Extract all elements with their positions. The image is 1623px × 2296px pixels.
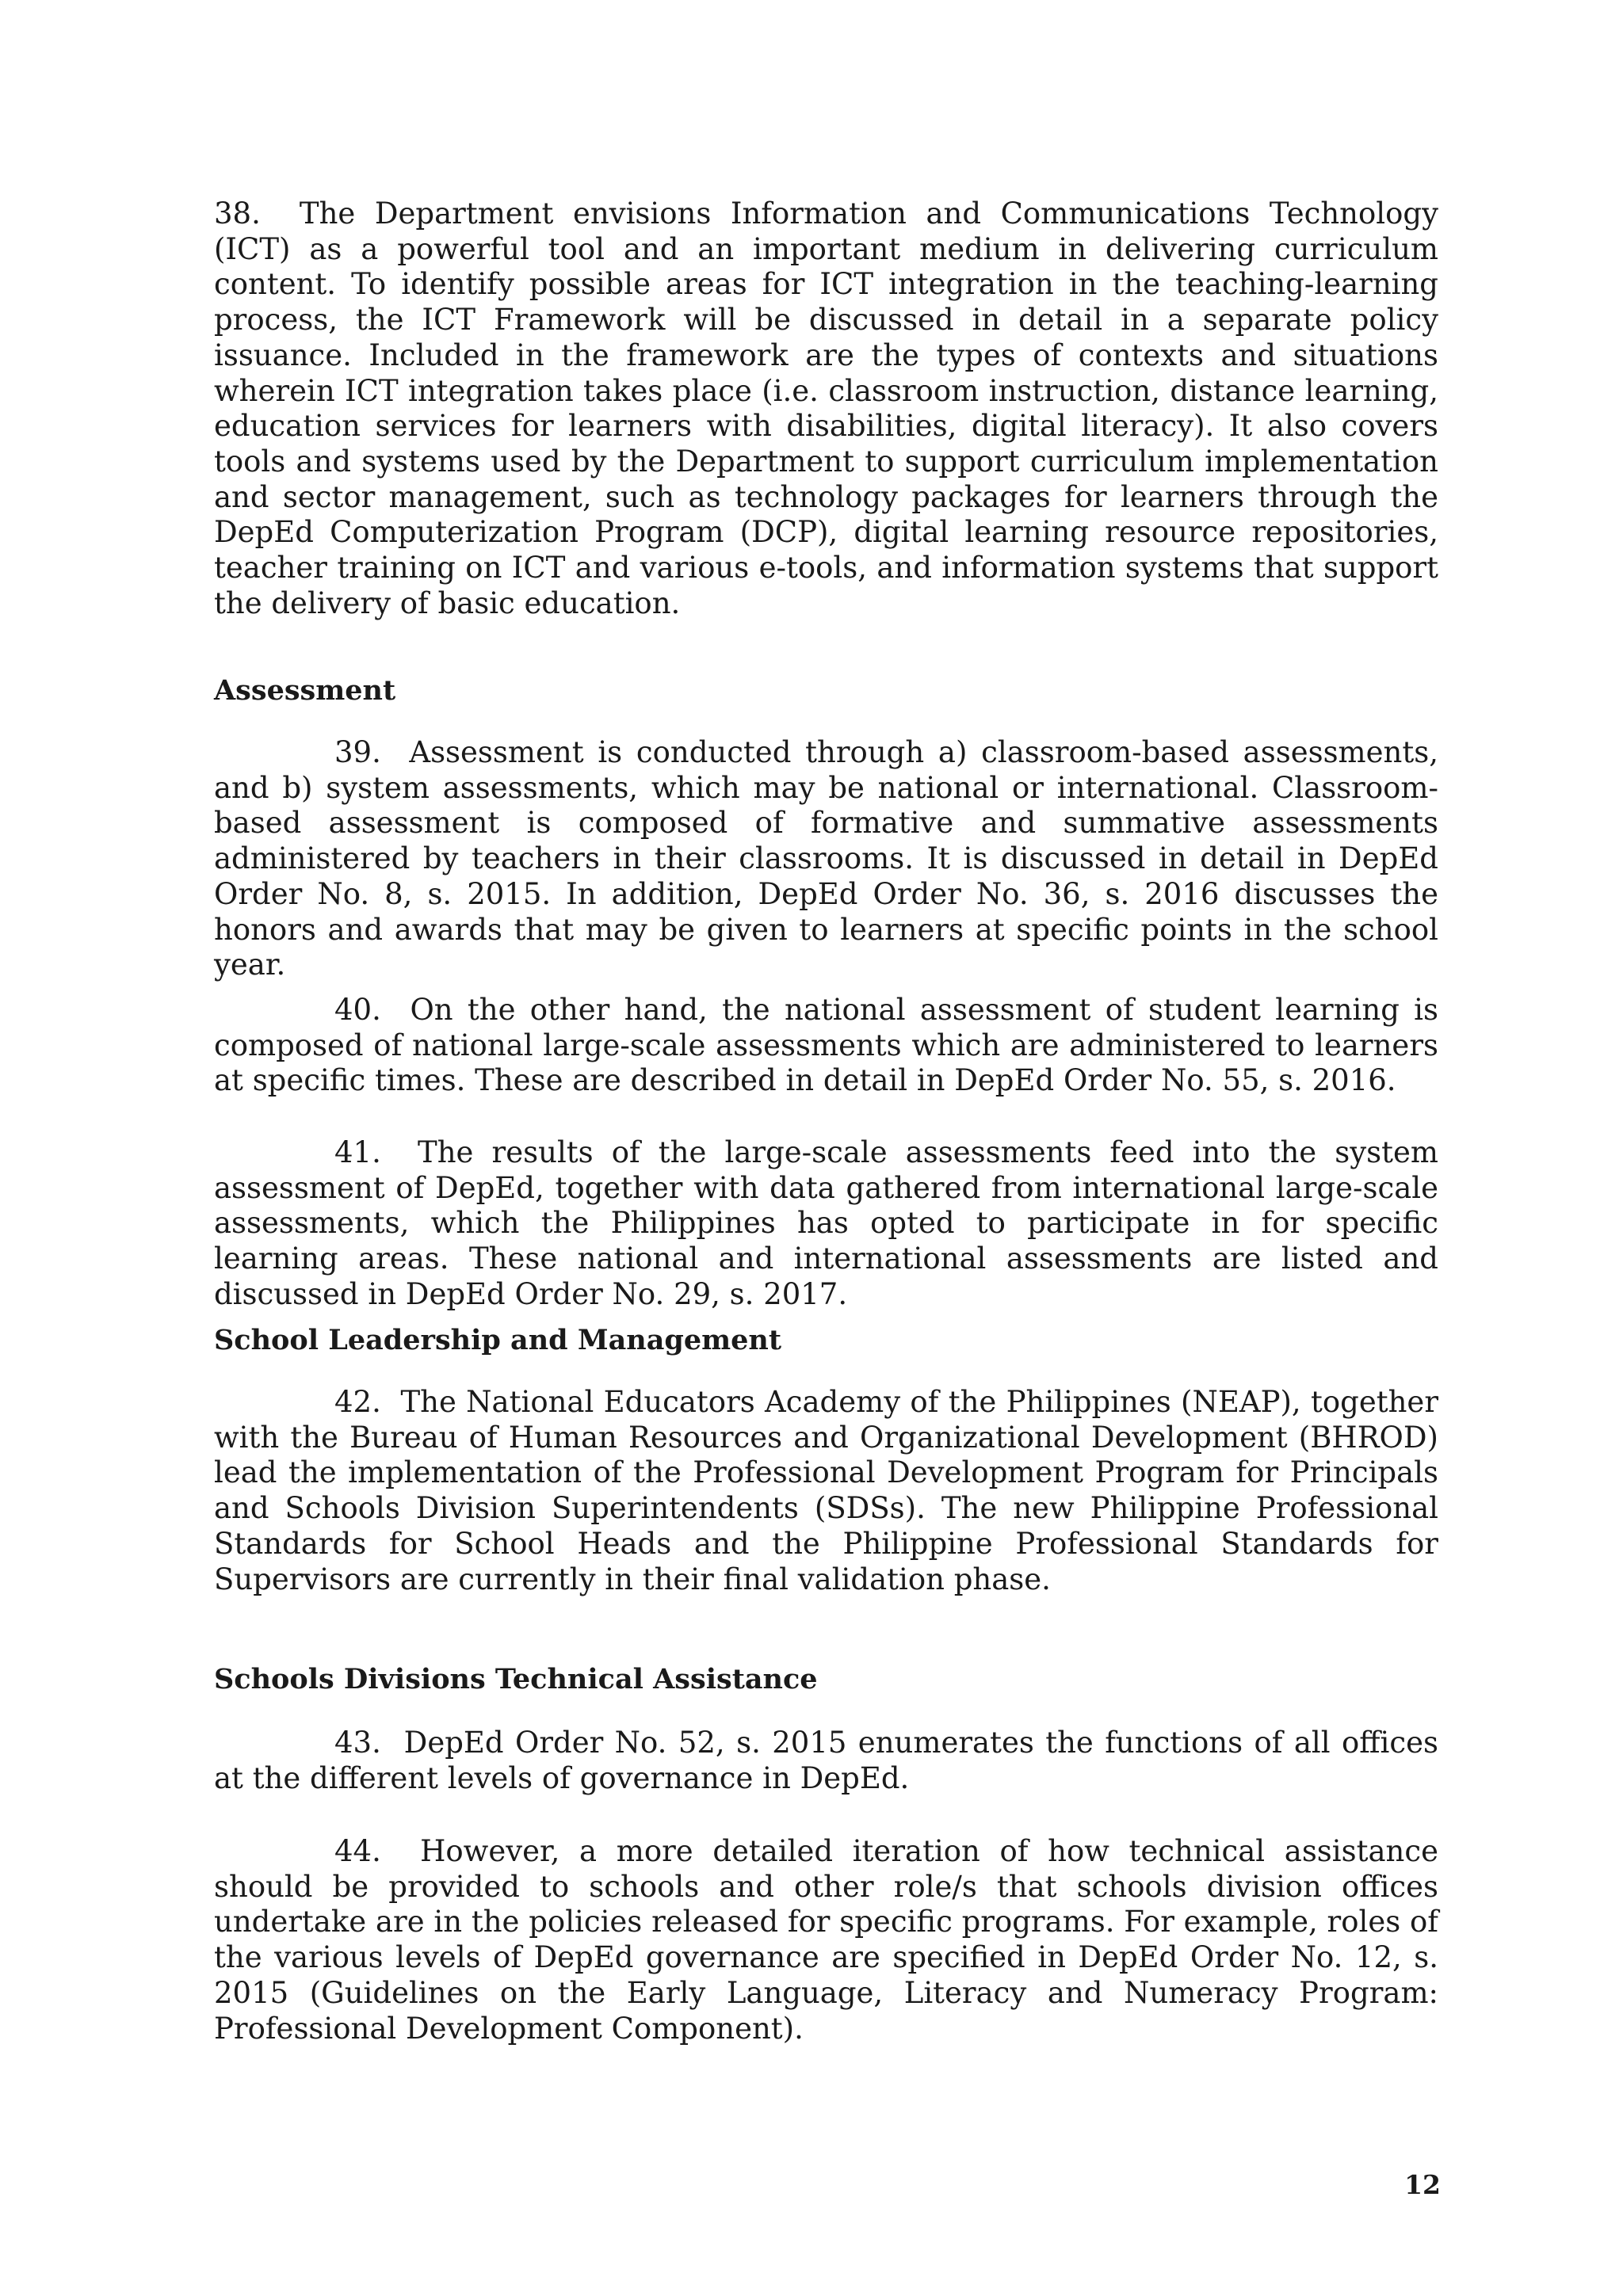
paragraph-42 <box>214 1385 1438 1597</box>
paragraph-number: 44. <box>334 1834 381 1868</box>
paragraph-text: Assessment is conducted through a) classroom-based assessments, and b) system assessments, which may be national or international. Classroom-based assessment is composed of formative and summative assessments administered by teachers in their classrooms. It is discussed in detail in DepEd Order No. 8, s. 2015. In addition, DepEd Order No. 36, s. 2016 discusses the honors and awards that may be given to learners at specific points in the school year. <box>214 735 1438 982</box>
paragraph-number: 42. <box>334 1385 381 1419</box>
page-number: 12 <box>1404 2169 1441 2200</box>
paragraph-number: 43. <box>334 1726 381 1760</box>
paragraph-text: However, a more detailed iteration of how technical assistance should be provided to schools and other role/s that schools division offices undertake are in the policies released for specific programs. For example, roles of the various levels of DepEd governance are specified in DepEd Order No. 12, s. 2015 (Guidelines on the Early Language, Literacy and Numeracy Program: Professional Development Component). <box>214 1834 1438 2046</box>
paragraph-43 <box>214 1726 1438 1796</box>
paragraph-38 <box>214 196 1438 621</box>
section-heading-assessment: Assessment <box>214 674 396 707</box>
section-heading-schools-divisions: Schools Divisions Technical Assistance <box>214 1663 818 1695</box>
paragraph-41 <box>214 1135 1438 1313</box>
paragraph-number: 38. <box>214 196 261 231</box>
paragraph-40 <box>214 993 1438 1099</box>
paragraph-text: The Department envisions Information and Communications Technology (ICT) as a powerful tool and an important medium in delivering curriculum content. To identify possible areas for ICT integration in the teaching-learning process, the ICT Framework will be discussed in detail in a separate policy issuance. Included in the framework are the types of contexts and situations wherein ICT integration takes place (i.e. classroom instruction, distance learning, education services for learners with disabilities, digital literacy). It also covers tools and systems used by the Department to support curriculum implementation and sector management, such as technology packages for learners through the DepEd Computerization Program (DCP), digital learning resource repositories, teacher training on ICT and various e-tools, and information systems that support the delivery of basic education. <box>214 196 1438 620</box>
paragraph-text: The results of the large-scale assessments feed into the system assessment of DepEd, together with data gathered from international large-scale assessments, which the Philippines has opted to participate in for specific learning areas. These national and international assessments are listed and discussed in DepEd Order No. 29, s. 2017. <box>214 1135 1439 1311</box>
paragraph-number: 41. <box>334 1135 381 1169</box>
paragraph-text: On the other hand, the national assessment of student learning is composed of national large-scale assessments which are administered to learners at specific times. These are described in detail in DepEd Order No. 55, s. 2016. <box>214 993 1438 1098</box>
section-heading-school-leadership: School Leadership and Management <box>214 1324 782 1356</box>
paragraph-44 <box>214 1834 1438 2046</box>
paragraph-text: The National Educators Academy of the Philippines (NEAP), together with the Bureau of Human Resources and Organizational Development (BHROD) lead the implementation of the Professional Development Program for Principals and Schools Division Superintendents (SDSs). The new Philippine Professional Standards for School Heads and the Philippine Professional Standards for Supervisors are currently in their final validation phase. <box>214 1385 1439 1596</box>
paragraph-39 <box>214 735 1438 983</box>
paragraph-number: 39. <box>334 735 381 769</box>
paragraph-text: DepEd Order No. 52, s. 2015 enumerates the functions of all offices at the different levels of governance in DepEd. <box>214 1726 1438 1795</box>
paragraph-number: 40. <box>334 993 381 1027</box>
